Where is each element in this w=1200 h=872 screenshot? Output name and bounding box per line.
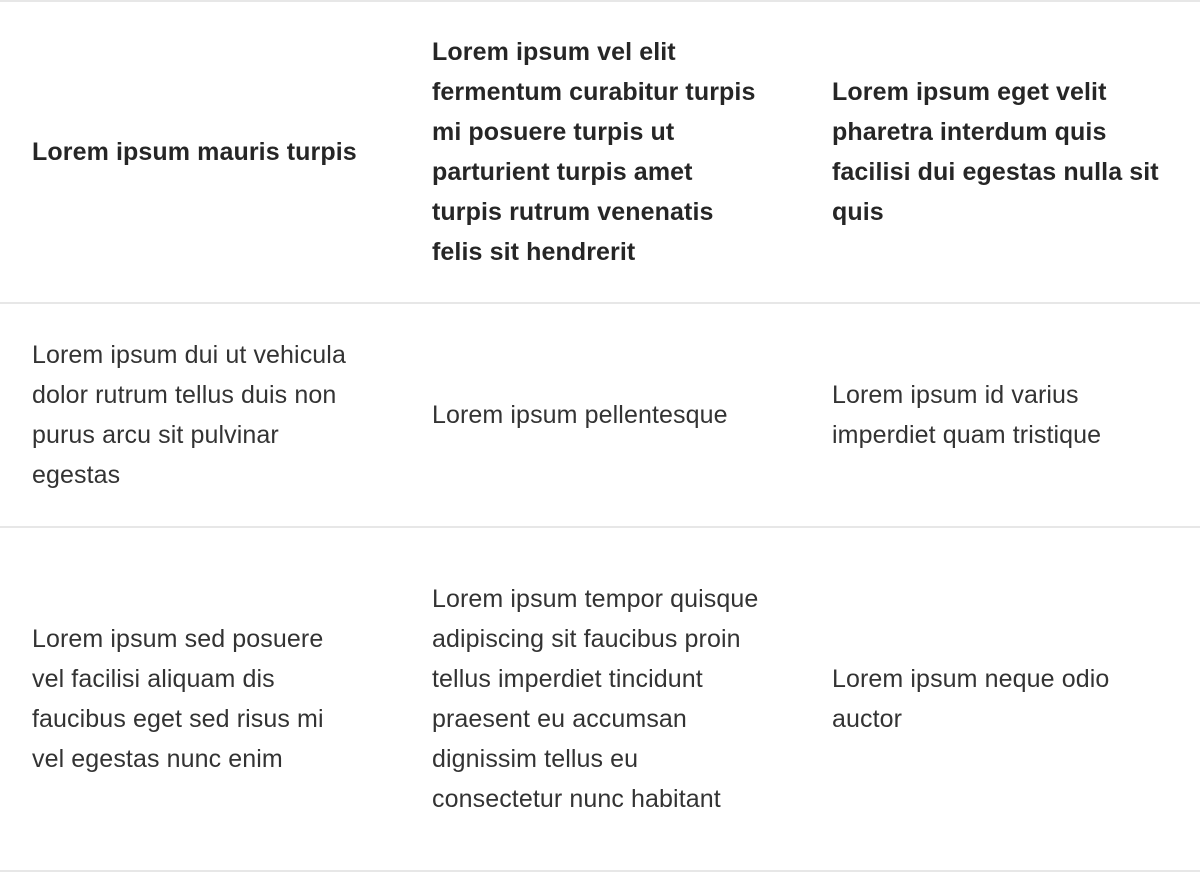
table-cell: Lorem ipsum pellentesque: [432, 401, 728, 429]
column-header-2: Lorem ipsum vel elit fermentum curabitur turpis mi posuere turpis ut parturient turpis amet turpis rutrum venenatis felis sit hendrerit: [432, 38, 756, 266]
column-header-3: Lorem ipsum eget velit pharetra interdum quis facilisi dui egestas nulla sit quis: [832, 78, 1159, 226]
table-body: [0, 303, 1200, 871]
table-cell: Lorem ipsum dui ut vehicula dolor rutrum tellus duis non purus arcu sit pulvinar egestas: [32, 341, 346, 489]
table-cell: Lorem ipsum sed posuere vel facilisi aliquam dis faucibus eget sed risus mi vel egestas nunc enim: [32, 625, 324, 773]
table-cell: Lorem ipsum id varius imperdiet quam tristique: [832, 381, 1102, 449]
table-header: [0, 1, 1200, 303]
table-cell: Lorem ipsum tempor quisque adipiscing sit faucibus proin tellus imperdiet tincidunt praesent eu accumsan dignissim tellus eu consectetur nunc habitant: [432, 585, 759, 813]
header-row: [0, 1, 1200, 303]
table-row: [0, 303, 1200, 527]
column-header-1: Lorem ipsum mauris turpis: [32, 138, 357, 166]
table-row: [0, 527, 1200, 871]
table-cell: Lorem ipsum neque odio auctor: [832, 665, 1110, 733]
